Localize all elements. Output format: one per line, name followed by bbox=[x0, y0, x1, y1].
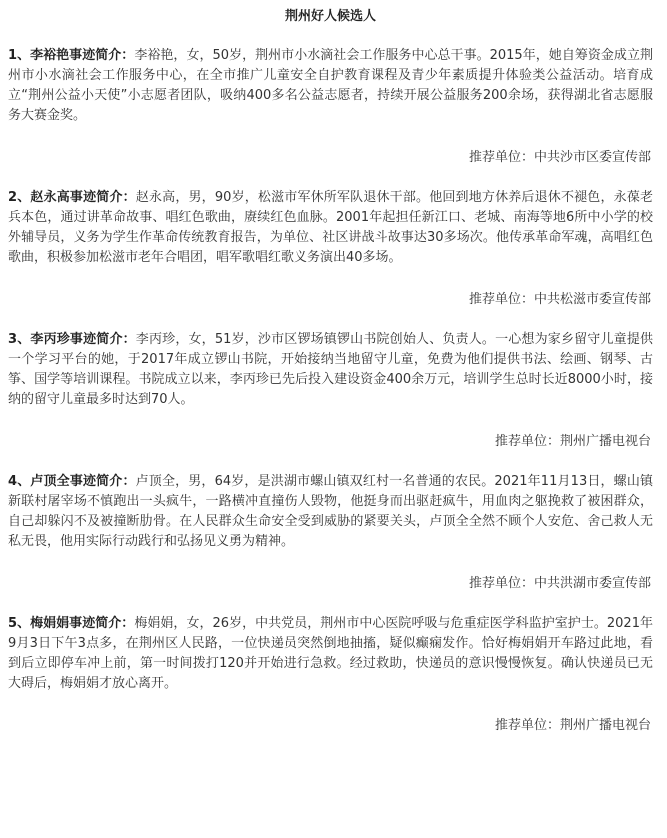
entry-recommender: 推荐单位：中共沙市区委宣传部 bbox=[468, 150, 651, 165]
entry-2 bbox=[8, 188, 653, 310]
entry-paragraph bbox=[8, 46, 653, 126]
entry-paragraph bbox=[8, 188, 653, 268]
entry-heading: 1、李裕艳事迹简介： bbox=[8, 48, 135, 63]
entry-paragraph bbox=[8, 614, 653, 694]
entry-1 bbox=[8, 46, 653, 168]
entry-body: 梅娟娟，女，26岁，中共党员，荆州市中心医院呼吸与危重症医学科监护室护士。2021年9月3日下午3点多，在荆州区人民路，一位快递员突然倒地抽搐，疑似癫痫发作。恰好梅娟娟开车路过此地，看到后立即停车冲上前，第一时间拨打120并开始进行急救。经过救助，快递员的意识慢慢恢复。确认快递员已无大碍后，梅娟娟才放心离开。 bbox=[8, 616, 653, 691]
entry-4 bbox=[8, 472, 653, 594]
entry-paragraph bbox=[8, 330, 653, 410]
page-title: 荆州好人候选人 bbox=[284, 9, 376, 24]
entry-body: 赵永高，男，90岁，松滋市军休所军队退休干部。他回到地方休养后退休不褪色，永葆老兵本色，通过讲革命故事、唱红色歌曲，赓续红色血脉。2001年起担任新江口、老城、南海等地6所中小学的校外辅导员，义务为学生作革命传统教育报告，为单位、社区讲战斗故事达30多场次。他传承革命军魂，高唱红色歌曲，积极参加松滋市老年合唱团，唱军歌唱红歌义务演出40多场。 bbox=[8, 190, 653, 265]
entry-paragraph bbox=[8, 472, 653, 552]
entry-recommender: 推荐单位：中共松滋市委宣传部 bbox=[468, 292, 651, 307]
entry-body: 卢顶全，男，64岁，是洪湖市螺山镇双红村一名普通的农民。2021年11月13日，螺山镇新联村屠宰场不慎跑出一头疯牛，一路横冲直撞伤人毁物，他挺身而出驱赶疯牛，用血肉之躯挽救了被困群众，自己却躲闪不及被撞断肋骨。在人民群众生命安全受到威胁的紧要关头，卢顶全全然不顾个人安危、舍己救人无私无畏，他用实际行动践行和弘扬见义勇为精神。 bbox=[8, 474, 653, 549]
entry-heading: 2、赵永高事迹简介： bbox=[8, 190, 136, 205]
entry-recommender: 推荐单位：荆州广播电视台 bbox=[494, 434, 651, 449]
entry-3 bbox=[8, 330, 653, 452]
entry-recommender: 推荐单位：中共洪湖市委宣传部 bbox=[468, 576, 651, 591]
entry-5 bbox=[8, 614, 653, 736]
entry-heading: 4、卢顶全事迹简介： bbox=[8, 474, 136, 489]
entry-body: 李裕艳，女，50岁，荆州市小水滴社会工作服务中心总干事。2015年，她自筹资金成立荆州市小水滴社会工作服务中心，在全市推广儿童安全自护教育课程及青少年素质提升体验类公益活动。培育成立“荆州公益小天使”小志愿者团队，吸纳400多名公益志愿者，持续开展公益服务200余场，获得湖北省志愿服务大赛金奖。 bbox=[8, 48, 653, 123]
entry-heading: 5、梅娟娟事迹简介： bbox=[8, 616, 135, 631]
entry-recommender: 推荐单位：荆州广播电视台 bbox=[494, 718, 651, 733]
entry-heading: 3、李丙珍事迹简介： bbox=[8, 332, 136, 347]
entry-body: 李丙珍，女，51岁，沙市区锣场镇锣山书院创始人、负责人。一心想为家乡留守儿童提供一个学习平台的她，于2017年成立锣山书院，开始接纳当地留守儿童，免费为他们提供书法、绘画、钢琴、古筝、国学等培训课程。书院成立以来，李丙珍已先后投入建设资金400余万元，培训学生总时长近8000小时，接纳的留守儿童最多时达到70人。 bbox=[8, 332, 653, 407]
